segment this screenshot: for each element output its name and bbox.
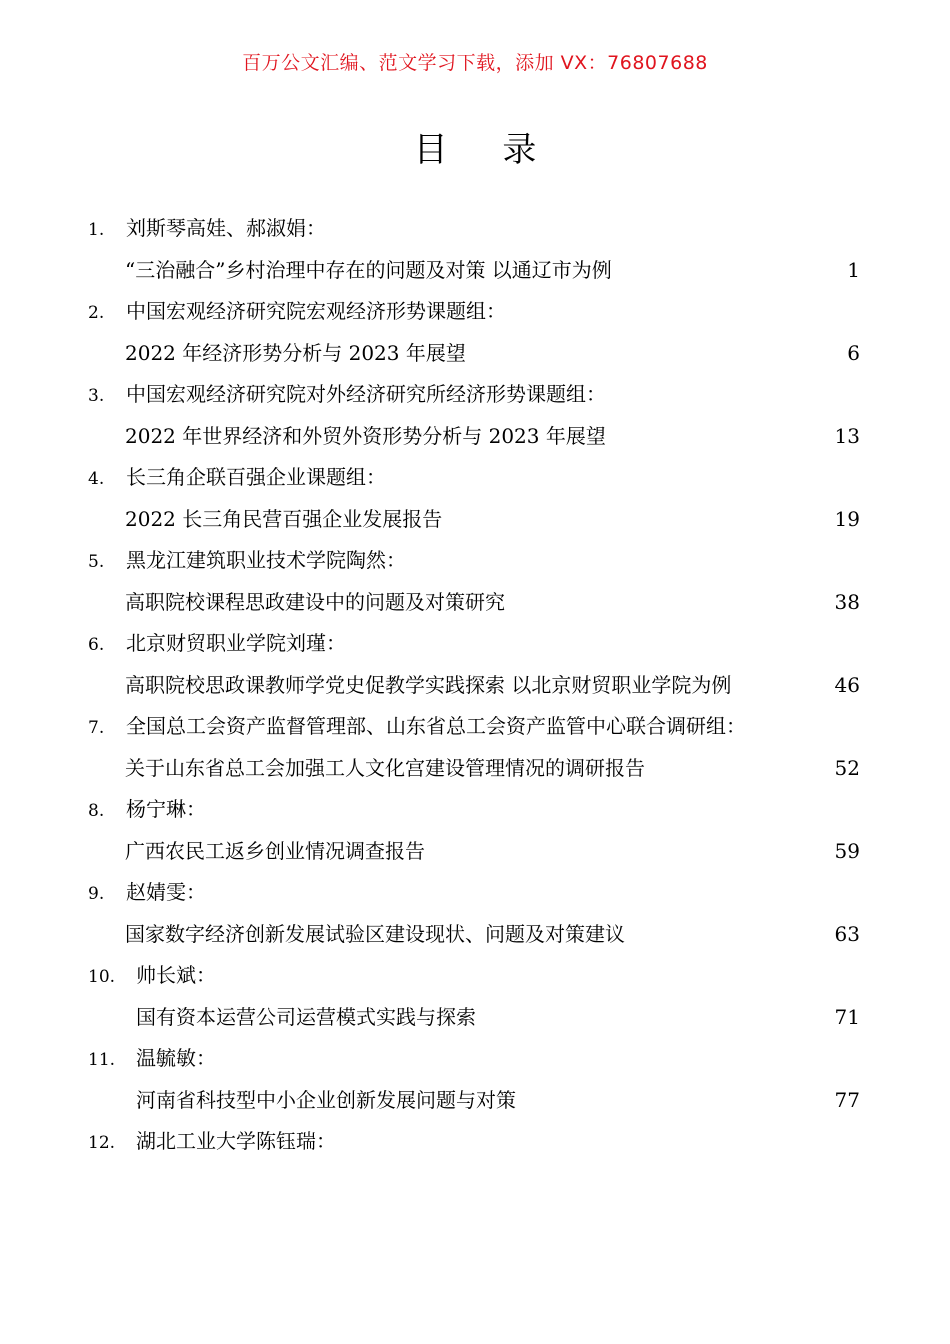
- toc-entry-author: [88, 872, 860, 914]
- toc-entry-page: 52: [834, 755, 860, 780]
- toc-entry-author-name: 湖北工业大学陈钰瑞：: [136, 1129, 336, 1153]
- toc-entry-author: [88, 1038, 860, 1080]
- toc-entry-title-line[interactable]: [88, 250, 860, 292]
- toc-entry-page: 38: [834, 589, 860, 614]
- toc-entry-title[interactable]: 河南省科技型中小企业创新发展问题与对策: [136, 1087, 516, 1112]
- toc-entry-title[interactable]: 高职院校思政课教师学党史促教学实践探索 以北京财贸职业学院为例: [125, 672, 732, 697]
- toc-entry-page: 1: [847, 257, 860, 282]
- toc-entry-page: 77: [834, 1087, 860, 1112]
- toc-entry-number: 11.: [88, 1050, 116, 1070]
- toc-entry-number: 2.: [88, 303, 105, 323]
- toc-entry-author-name: 赵婧雯：: [126, 880, 206, 904]
- toc-entry-number: 7.: [88, 718, 105, 738]
- toc-entry-page: 6: [847, 340, 860, 365]
- toc-entry-title-line[interactable]: [88, 914, 860, 956]
- toc-entry-author: [88, 706, 860, 748]
- toc-entry-title-line[interactable]: [88, 831, 860, 873]
- toc-entry-title-line[interactable]: [88, 665, 860, 707]
- toc-entry-title[interactable]: 广西农民工返乡创业情况调查报告: [125, 838, 425, 863]
- toc-entry-author-name: 中国宏观经济研究院宏观经济形势课题组：: [126, 299, 506, 323]
- toc-entry-author: [88, 457, 860, 499]
- toc-entry-title[interactable]: 关于山东省总工会加强工人文化宫建设管理情况的调研报告: [125, 755, 645, 780]
- toc-entry-title-line[interactable]: [88, 748, 860, 790]
- toc-entry-title[interactable]: 2022 年世界经济和外贸外资形势分析与 2023 年展望: [125, 423, 606, 448]
- toc-entry-page: 46: [834, 672, 860, 697]
- toc-entry-author-name: 温毓敏：: [136, 1046, 216, 1070]
- toc-entry-title[interactable]: “三治融合”乡村治理中存在的问题及对策 以通辽市为例: [125, 257, 612, 282]
- toc-entry-page: 59: [834, 838, 860, 863]
- toc-entry-number: 8.: [88, 801, 105, 821]
- toc-entry-number: 4.: [88, 469, 105, 489]
- toc-entry-author-name: 长三角企联百强企业课题组：: [126, 465, 386, 489]
- toc-entry-author-name: 刘斯琴高娃、郝淑娟：: [126, 216, 326, 240]
- toc-entry-author: [88, 291, 860, 333]
- table-of-contents: [88, 208, 860, 1163]
- toc-entry-number: 9.: [88, 884, 105, 904]
- toc-entry-author-name: 帅长斌：: [136, 963, 216, 987]
- toc-entry-title-line[interactable]: [88, 333, 860, 375]
- toc-entry-author: [88, 955, 860, 997]
- toc-entry-author-name: 杨宁琳：: [126, 797, 206, 821]
- toc-entry-author: [88, 1121, 860, 1163]
- toc-entry-author: [88, 540, 860, 582]
- header-banner: 百万公文汇编、范文学习下载，添加 VX：76807688: [242, 52, 708, 74]
- toc-entry-author-name: 北京财贸职业学院刘瑾：: [126, 631, 346, 655]
- toc-entry-title[interactable]: 国家数字经济创新发展试验区建设现状、问题及对策建议: [125, 921, 625, 946]
- toc-entry-title[interactable]: 高职院校课程思政建设中的问题及对策研究: [125, 589, 505, 614]
- toc-entry-number: 3.: [88, 386, 105, 406]
- toc-entry-title-line[interactable]: [88, 416, 860, 458]
- toc-entry-title[interactable]: 2022 年经济形势分析与 2023 年展望: [125, 340, 466, 365]
- toc-entry-title[interactable]: 2022 长三角民营百强企业发展报告: [125, 506, 443, 531]
- page-title: 目 录: [413, 130, 559, 170]
- toc-entry-title-line[interactable]: [88, 1080, 860, 1122]
- toc-entry-author-name: 黑龙江建筑职业技术学院陶然：: [126, 548, 406, 572]
- toc-entry-author: [88, 623, 860, 665]
- toc-entry-number: 10.: [88, 967, 116, 987]
- toc-entry-page: 63: [834, 921, 860, 946]
- toc-entry-page: 19: [834, 506, 860, 531]
- toc-entry-number: 5.: [88, 552, 105, 572]
- toc-entry-author: [88, 374, 860, 416]
- toc-entry-number: 6.: [88, 635, 105, 655]
- toc-entry-author: [88, 789, 860, 831]
- toc-entry-author-name: 中国宏观经济研究院对外经济研究所经济形势课题组：: [126, 382, 606, 406]
- toc-entry-title[interactable]: 国有资本运营公司运营模式实践与探索: [136, 1004, 476, 1029]
- toc-entry-author-name: 全国总工会资产监督管理部、山东省总工会资产监管中心联合调研组：: [126, 714, 746, 738]
- toc-entry-author: [88, 208, 860, 250]
- toc-entry-page: 13: [834, 423, 860, 448]
- toc-entry-title-line[interactable]: [88, 582, 860, 624]
- toc-entry-number: 1.: [88, 220, 105, 240]
- toc-entry-page: 71: [834, 1004, 860, 1029]
- toc-entry-title-line[interactable]: [88, 499, 860, 541]
- toc-entry-title-line[interactable]: [88, 997, 860, 1039]
- toc-entry-number: 12.: [88, 1133, 116, 1153]
